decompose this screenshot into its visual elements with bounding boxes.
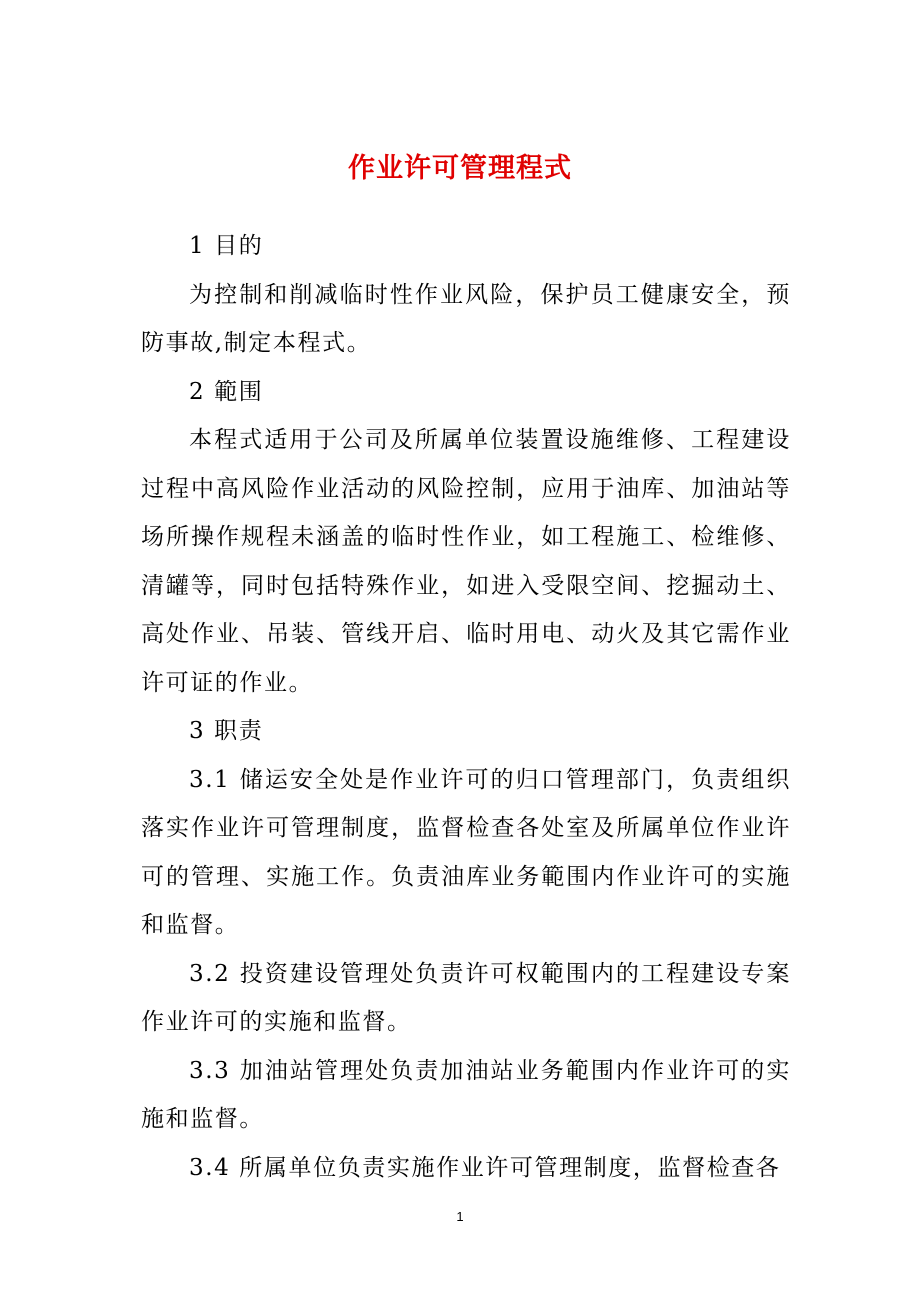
section-heading-responsibilities: 3 职责 <box>189 718 264 744</box>
paragraph-3-4: 3.4 所属单位负责实施作业许可管理制度，监督检查各 <box>189 1154 781 1181</box>
paragraph-scope: 本程式适用于公司及所属单位装置设施维修、工程建设过程中高风险作业活动的风险控制，应用于油库、加油站等场所操作规程未涵盖的临时性作业，如工程施工、检维修、清罐等，同时包括特殊作业，如进入受限空间、挖掘动土、高处作业、吊装、管线开启、临时用电、动火及其它需作业许可证的作业。 <box>141 427 791 696</box>
paragraph-3-3: 3.3 加油站管理处负责加油站业务範围内作业许可的实施和监督。 <box>141 1057 791 1132</box>
section-heading-purpose: 1 目的 <box>189 233 264 259</box>
document-body <box>141 222 791 1192</box>
paragraph-3-2: 3.2 投资建设管理处负责许可权範围内的工程建设专案作业许可的实施和监督。 <box>141 960 791 1035</box>
paragraph-purpose: 为控制和削减临时性作业风险，保护员工健康安全，预防事故,制定本程式。 <box>141 281 791 356</box>
section-heading-scope: 2 範围 <box>189 378 264 405</box>
paragraph-3-1: 3.1 储运安全处是作业许可的归口管理部门，负责组织落实作业许可管理制度，监督检查各处室及所属单位作业许可的管理、实施工作。负责油库业务範围内作业许可的实施和监督。 <box>141 766 791 938</box>
document-title: 作业许可管理程式 <box>348 153 572 184</box>
page-number: 1 <box>456 1209 464 1224</box>
